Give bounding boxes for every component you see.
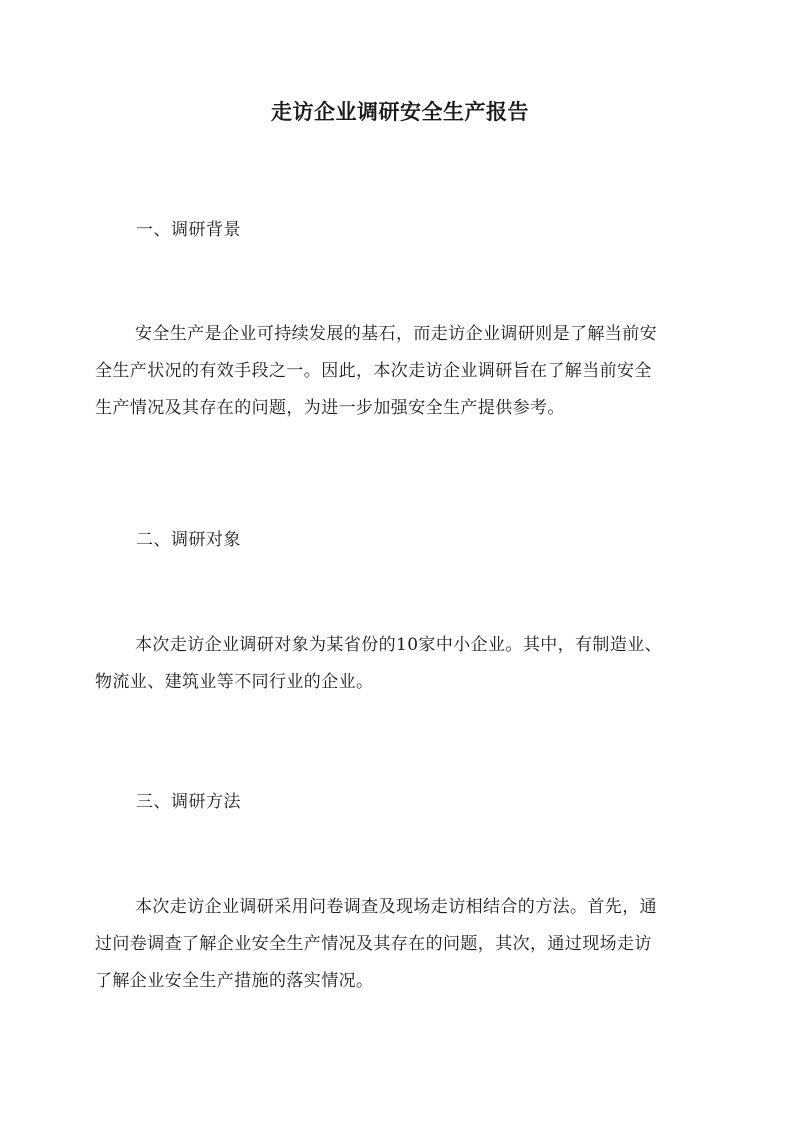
section-paragraph-background	[95, 316, 707, 427]
section-paragraph-subjects	[95, 627, 707, 701]
document-title: 走访企业调研安全生产报告	[271, 99, 529, 124]
paragraph-line: 全生产状况的有效手段之一。因此，本次走访企业调研旨在了解当前安全	[95, 361, 652, 381]
section-heading-background: 一、调研背景	[136, 220, 241, 240]
paragraph-line: 安全生产是企业可持续发展的基石，而走访企业调研则是了解当前安	[135, 324, 657, 344]
paragraph-line: 了解企业安全生产措施的落实情况。	[95, 971, 374, 991]
paragraph-line: 过问卷调查了解企业安全生产情况及其存在的问题，其次，通过现场走访	[95, 934, 652, 954]
paragraph-line: 本次走访企业调研采用问卷调查及现场走访相结合的方法。首先，通	[135, 897, 657, 917]
paragraph-line: 生产情况及其存在的问题，为进一步加强安全生产提供参考。	[95, 398, 565, 418]
section-paragraph-methods	[95, 889, 707, 1000]
section-heading-subjects: 二、调研对象	[136, 530, 241, 550]
paragraph-line: 物流业、建筑业等不同行业的企业。	[95, 672, 374, 692]
paragraph-line: 本次走访企业调研对象为某省份的10家中小企业。其中，有制造业、	[135, 635, 663, 655]
section-heading-methods: 三、调研方法	[136, 792, 241, 812]
